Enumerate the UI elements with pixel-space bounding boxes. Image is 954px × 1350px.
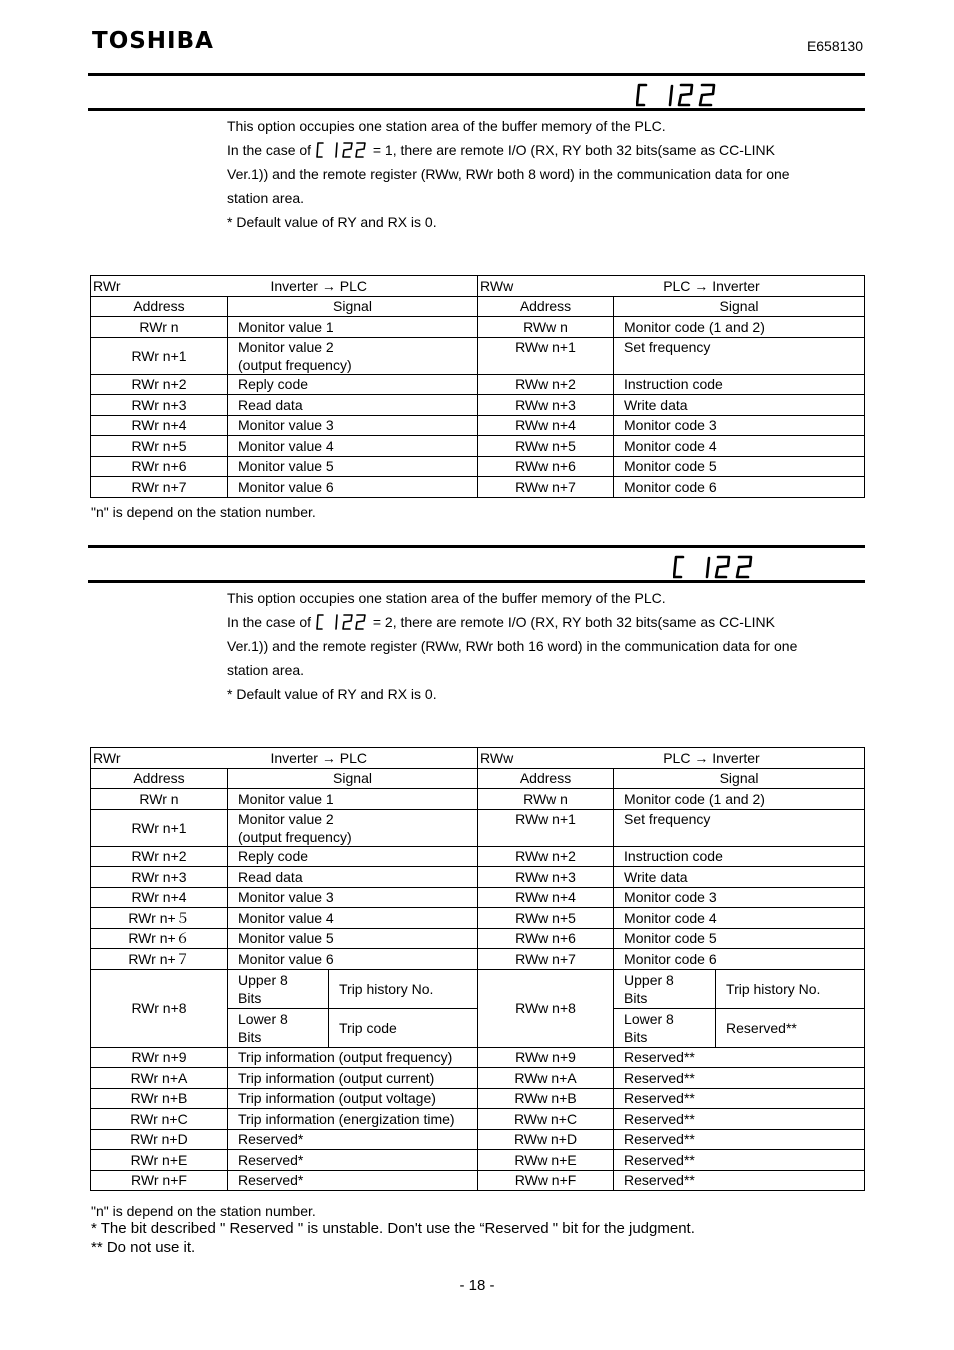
rwr-signal: Monitor value 4 [228, 908, 478, 929]
col-address: Address [91, 296, 228, 317]
rwr-address: RWr n+9 [91, 1047, 228, 1068]
rww-address: RWw n+2 [478, 374, 614, 395]
rww-header: RWw PLC → Inverter [478, 276, 865, 297]
rww-header: RWw PLC → Inverter [478, 748, 865, 769]
rww-signal: Set frequency [614, 809, 865, 846]
rwr-signal: Trip code [329, 1008, 478, 1047]
table-row-split-upper [91, 969, 865, 1008]
rww-address: RWw n+D [478, 1129, 614, 1150]
table-row [91, 1150, 865, 1171]
rww-address: RWw n [478, 317, 614, 338]
upper-bits-label: Upper 8 Bits [228, 969, 329, 1008]
rwr-address: RWr n+1 [91, 337, 228, 374]
document-number: E658130 [806, 38, 863, 54]
table-row [91, 908, 865, 929]
section2-param-display-icon [673, 554, 755, 580]
rww-address: RWw n [478, 789, 614, 810]
section1-case-line [227, 138, 857, 162]
rww-signal: Monitor code 3 [614, 415, 865, 436]
footnote-do-not-use: ** Do not use it. [91, 1239, 196, 1256]
rww-address: RWw n+C [478, 1109, 614, 1130]
rww-address: RWw n+6 [478, 928, 614, 949]
section2-case-line [227, 610, 857, 634]
rww-signal: Reserved** [614, 1170, 865, 1191]
rww-address: RWw n+3 [478, 395, 614, 416]
col-address: Address [478, 768, 614, 789]
table-row [91, 1109, 865, 1130]
col-signal: Signal [614, 296, 865, 317]
table-row [91, 415, 865, 436]
rww-address: RWw n+1 [478, 809, 614, 846]
rwr-signal: Monitor value 5 [228, 456, 478, 477]
rww-signal: Write data [614, 395, 865, 416]
rww-signal: Monitor code 5 [614, 456, 865, 477]
rwr-signal: Reserved* [228, 1150, 478, 1171]
table-row [91, 1088, 865, 1109]
rwr-address: RWr n+D [91, 1129, 228, 1150]
rwr-signal: Monitor value 3 [228, 887, 478, 908]
rwr-address: RWr n [91, 317, 228, 338]
rww-address: RWw n+E [478, 1150, 614, 1171]
table-row [91, 1047, 865, 1068]
table-row [91, 374, 865, 395]
rwr-signal: Reserved* [228, 1170, 478, 1191]
rwr-address: RWr n+７ [91, 949, 228, 970]
rwr-signal: Monitor value 3 [228, 415, 478, 436]
section2-line-1: This option occupies one station area of the buffer memory of the PLC. [227, 590, 666, 606]
table-row [91, 887, 865, 908]
rwr-address: RWr n+3 [91, 867, 228, 888]
section1-line-1: This option occupies one station area of the buffer memory of the PLC. [227, 118, 666, 134]
toshiba-logo: TOSHIBA [92, 28, 214, 54]
rww-address: RWw n+A [478, 1068, 614, 1089]
rwr-address: RWr n+F [91, 1170, 228, 1191]
rww-signal: Set frequency [614, 337, 865, 374]
rww-signal: Reserved** [614, 1129, 865, 1150]
rww-signal: Monitor code 5 [614, 928, 865, 949]
rwr-address: RWr n+3 [91, 395, 228, 416]
rwr-header: RWr Inverter → PLC [91, 748, 478, 769]
param-code-icon [315, 613, 369, 631]
rwr-signal: Reply code [228, 846, 478, 867]
rww-address: RWw n+4 [478, 415, 614, 436]
rww-address: RWw n+3 [478, 867, 614, 888]
rwr-signal: Monitor value 1 [228, 789, 478, 810]
section1-line-3: Ver.1)) and the remote register (RWw, RWr both 8 word) in the communication data for one [227, 166, 790, 182]
rwr-address: RWr n [91, 789, 228, 810]
rww-address: RWw n+7 [478, 477, 614, 498]
rwr-address: RWr n+A [91, 1068, 228, 1089]
upper-bits-label: Upper 8 Bits [614, 969, 716, 1008]
rwr-signal: Read data [228, 395, 478, 416]
rwr-address: RWr n+4 [91, 415, 228, 436]
section2-bottom-rule [88, 580, 865, 583]
table-row [91, 456, 865, 477]
rww-signal: Instruction code [614, 846, 865, 867]
rww-signal: Write data [614, 867, 865, 888]
section2-register-table [90, 747, 865, 1191]
table-column-row [91, 296, 865, 317]
col-signal: Signal [228, 768, 478, 789]
rww-signal: Monitor code 6 [614, 949, 865, 970]
rwr-signal: Trip history No. [329, 969, 478, 1008]
lower-bits-label: Lower 8 Bits [228, 1008, 329, 1047]
section1-line-5: * Default value of RY and RX is 0. [227, 214, 437, 230]
table-row [91, 846, 865, 867]
rww-signal: Monitor code 3 [614, 887, 865, 908]
table-row [91, 477, 865, 498]
rwr-address: RWr n+2 [91, 846, 228, 867]
rww-signal: Reserved** [614, 1150, 865, 1171]
rww-address: RWw n+5 [478, 908, 614, 929]
rww-address: RWw n+9 [478, 1047, 614, 1068]
lower-bits-label: Lower 8 Bits [614, 1008, 716, 1047]
rwr-address: RWr n+B [91, 1088, 228, 1109]
col-signal: Signal [614, 768, 865, 789]
table-row [91, 1170, 865, 1191]
section1-bottom-rule [88, 108, 865, 111]
section1-description [227, 114, 857, 234]
rwr-signal: Monitor value 6 [228, 477, 478, 498]
case-prefix: In the case of [227, 614, 312, 630]
rww-address: RWw n+8 [478, 969, 614, 1047]
table-row [91, 317, 865, 338]
rwr-signal: Monitor value 4 [228, 436, 478, 457]
rww-address: RWw n+2 [478, 846, 614, 867]
rwr-signal: Reserved* [228, 1129, 478, 1150]
rww-signal: Reserved** [614, 1047, 865, 1068]
rwr-signal: Trip information (output current) [228, 1068, 478, 1089]
section2-line-5: * Default value of RY and RX is 0. [227, 686, 437, 702]
rwr-signal: Trip information (energization time) [228, 1109, 478, 1130]
table-row [91, 1129, 865, 1150]
section2-note: "n" is depend on the station number. [91, 1203, 316, 1219]
rwr-address: RWr n+2 [91, 374, 228, 395]
table-row [91, 789, 865, 810]
rwr-address: RWr n+E [91, 1150, 228, 1171]
section2-top-rule [88, 545, 865, 548]
section2-line-4: station area. [227, 662, 305, 678]
case-suffix: = 1, there are remote I/O (RX, RY both 32 bits(same as CC-LINK [372, 142, 775, 158]
rww-signal: Monitor code 4 [614, 436, 865, 457]
rww-address: RWw n+5 [478, 436, 614, 457]
rww-address: RWw n+F [478, 1170, 614, 1191]
rwr-signal: Monitor value 1 [228, 317, 478, 338]
rwr-signal: Trip information (output voltage) [228, 1088, 478, 1109]
rwr-address: RWr n+6 [91, 456, 228, 477]
rwr-address: RWr n+8 [91, 969, 228, 1047]
rww-signal: Monitor code (1 and 2) [614, 789, 865, 810]
rwr-address: RWr n+1 [91, 809, 228, 846]
footnote-reserved: * The bit described " Reserved " is unstable. Don't use the “Reserved " bit for the judgment. [91, 1220, 695, 1237]
rww-address: RWw n+7 [478, 949, 614, 970]
rww-signal: Reserved** [614, 1068, 865, 1089]
col-signal: Signal [228, 296, 478, 317]
section2-description [227, 586, 857, 706]
rwr-address: RWr n+5 [91, 436, 228, 457]
page-number: - 18 - [459, 1277, 495, 1294]
rwr-signal: Monitor value 2 (output frequency) [228, 337, 478, 374]
rwr-signal: Trip information (output frequency) [228, 1047, 478, 1068]
rwr-signal: Monitor value 5 [228, 928, 478, 949]
rwr-header: RWr Inverter → PLC [91, 276, 478, 297]
rwr-address: RWr n+６ [91, 928, 228, 949]
rww-signal: Trip history No. [716, 969, 865, 1008]
rww-signal: Monitor code (1 and 2) [614, 317, 865, 338]
table-header-row [91, 748, 865, 769]
section1-param-display-icon [636, 82, 718, 108]
section1-register-table [90, 275, 865, 498]
table-header-row [91, 276, 865, 297]
table-row [91, 1068, 865, 1089]
rww-address: RWw n+B [478, 1088, 614, 1109]
case-suffix: = 2, there are remote I/O (RX, RY both 32 bits(same as CC-LINK [372, 614, 775, 630]
section1-line-4: station area. [227, 190, 305, 206]
rww-signal: Monitor code 6 [614, 477, 865, 498]
rww-address: RWw n+4 [478, 887, 614, 908]
rwr-signal: Reply code [228, 374, 478, 395]
section2-line-3: Ver.1)) and the remote register (RWw, RWr both 16 word) in the communication data for one [227, 638, 798, 654]
rwr-address: RWr n+C [91, 1109, 228, 1130]
rwr-address: RWr n+５ [91, 908, 228, 929]
table-row [91, 867, 865, 888]
table-row [91, 949, 865, 970]
rwr-signal: Monitor value 6 [228, 949, 478, 970]
rwr-signal: Monitor value 2 (output frequency) [228, 809, 478, 846]
rww-address: RWw n+6 [478, 456, 614, 477]
col-address: Address [478, 296, 614, 317]
rwr-address: RWr n+7 [91, 477, 228, 498]
rwr-address: RWr n+4 [91, 887, 228, 908]
rww-address: RWw n+1 [478, 337, 614, 374]
rww-signal: Reserved** [716, 1008, 865, 1047]
rww-signal: Reserved** [614, 1109, 865, 1130]
table-column-row [91, 768, 865, 789]
section1-top-rule [88, 73, 865, 76]
table-row [91, 928, 865, 949]
rww-signal: Monitor code 4 [614, 908, 865, 929]
rwr-signal: Read data [228, 867, 478, 888]
rww-signal: Reserved** [614, 1088, 865, 1109]
table-row [91, 337, 865, 374]
section1-note: "n" is depend on the station number. [91, 504, 316, 520]
table-row [91, 809, 865, 846]
rww-signal: Instruction code [614, 374, 865, 395]
table-row [91, 436, 865, 457]
param-code-icon [315, 141, 369, 159]
table-row [91, 395, 865, 416]
col-address: Address [91, 768, 228, 789]
case-prefix: In the case of [227, 142, 312, 158]
